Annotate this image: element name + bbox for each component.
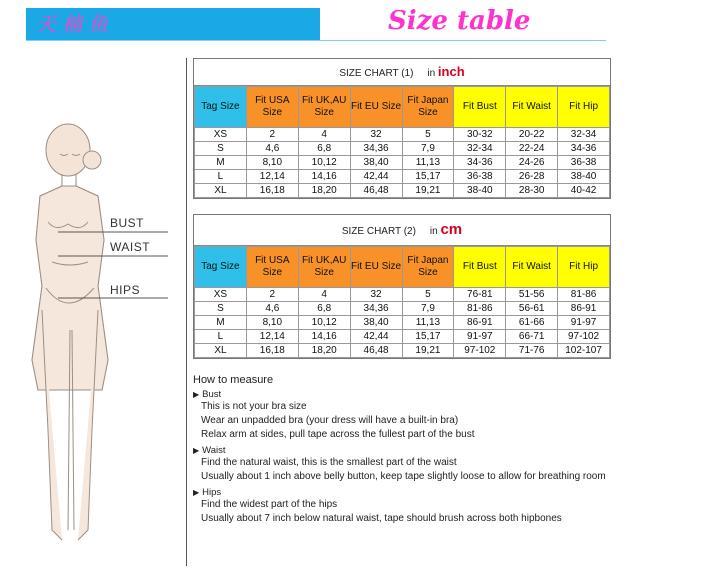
header-cell: Fit UK,AU Size — [298, 87, 350, 128]
header-cell: Tag Size — [195, 87, 247, 128]
header-cell: Fit USA Size — [246, 247, 298, 288]
table-cell: 19,21 — [402, 344, 454, 358]
table-cell: 81-86 — [558, 288, 610, 302]
triangle-bullet-icon: ▶ — [193, 488, 200, 497]
bust-title: Bust — [202, 389, 222, 400]
table-cell: 4 — [298, 288, 350, 302]
chart-unit-prefix: in — [429, 226, 438, 237]
table-cell: 15,17 — [402, 170, 454, 184]
body-figure-illustration — [18, 110, 193, 550]
table-cell: 97-102 — [454, 344, 506, 358]
table-cell: 42,44 — [350, 330, 402, 344]
chart-unit-prefix: in — [427, 68, 436, 79]
bust-line: This is not your bra size — [201, 401, 307, 412]
table-row — [195, 330, 610, 344]
header-divider — [26, 40, 606, 41]
table-row — [195, 156, 610, 170]
table-row — [195, 288, 610, 302]
table-body — [195, 288, 610, 358]
table-cell: XL — [195, 344, 247, 358]
table-cell: 18,20 — [298, 184, 350, 198]
table-cell: 14,16 — [298, 330, 350, 344]
table-cell: 66-71 — [506, 330, 558, 344]
size-table — [194, 246, 610, 358]
bust-line: Relax arm at sides, pull tape across the fullest part of the bust — [201, 429, 475, 440]
table-cell: S — [195, 142, 247, 156]
how-to-measure — [193, 374, 633, 526]
hips-title: Hips — [202, 487, 222, 498]
table-cell: L — [195, 330, 247, 344]
table-cell: 24-26 — [506, 156, 558, 170]
hips-line: Usually about 7 inch below natural waist, tape should brush across both hipbones — [201, 513, 562, 524]
table-cell: 18,20 — [298, 344, 350, 358]
table-cell: 91-97 — [454, 330, 506, 344]
table-cell: 15,17 — [402, 330, 454, 344]
column-divider — [186, 58, 187, 566]
table-cell: 32 — [350, 128, 402, 142]
table-cell: XL — [195, 184, 247, 198]
table-cell: 38,40 — [350, 316, 402, 330]
table-cell: 8,10 — [246, 156, 298, 170]
table-cell: 16,18 — [246, 184, 298, 198]
page-title: Size table — [388, 6, 531, 36]
header-cell: Fit Japan Size — [402, 247, 454, 288]
table-cell: 10,12 — [298, 156, 350, 170]
table-cell: XS — [195, 288, 247, 302]
header-cell: Fit Waist — [506, 247, 558, 288]
table-cell: S — [195, 302, 247, 316]
size-table — [194, 86, 610, 198]
table-cell: 51-56 — [506, 288, 558, 302]
table-cell: M — [195, 156, 247, 170]
body-figure — [18, 110, 193, 550]
chart-title-text: SIZE CHART (1) — [339, 68, 414, 79]
table-cell: 11,13 — [402, 156, 454, 170]
table-cell: 32 — [350, 288, 402, 302]
table-cell: 38,40 — [350, 156, 402, 170]
table-cell: 20-22 — [506, 128, 558, 142]
table-row — [195, 316, 610, 330]
table-cell: M — [195, 316, 247, 330]
table-cell: 7,9 — [402, 302, 454, 316]
table-cell: 16,18 — [246, 344, 298, 358]
size-chart-cm — [193, 214, 611, 359]
table-cell: 11,13 — [402, 316, 454, 330]
size-chart-title — [194, 59, 610, 86]
table-cell: 6,8 — [298, 302, 350, 316]
table-cell: 34-36 — [454, 156, 506, 170]
measure-heading: How to measure — [193, 374, 274, 386]
table-cell: 30-32 — [454, 128, 506, 142]
table-cell: 86-91 — [558, 302, 610, 316]
size-chart-inch — [193, 58, 611, 199]
table-cell: 34-36 — [558, 142, 610, 156]
bust-line: Wear an unpadded bra (your dress will have a built-in bra) — [201, 415, 459, 426]
table-cell: 7,9 — [402, 142, 454, 156]
bust-label: BUST — [110, 216, 145, 230]
table-cell: 2 — [246, 288, 298, 302]
size-chart-title — [194, 215, 610, 246]
waist-title: Waist — [202, 445, 226, 456]
table-cell: 36-38 — [558, 156, 610, 170]
table-cell: 81-86 — [454, 302, 506, 316]
table-cell: 4 — [298, 128, 350, 142]
header-cell: Fit Bust — [454, 87, 506, 128]
table-cell: 97-102 — [558, 330, 610, 344]
table-cell: 6,8 — [298, 142, 350, 156]
table-cell: 14,16 — [298, 170, 350, 184]
table-cell: 12,14 — [246, 330, 298, 344]
table-cell: XS — [195, 128, 247, 142]
table-cell: 71-76 — [506, 344, 558, 358]
header-cell: Fit EU Size — [350, 247, 402, 288]
table-cell: 91-97 — [558, 316, 610, 330]
table-cell: 56-61 — [506, 302, 558, 316]
header-cell: Fit Japan Size — [402, 87, 454, 128]
table-row — [195, 142, 610, 156]
table-cell: 36-38 — [454, 170, 506, 184]
waist-label: WAIST — [110, 240, 151, 254]
table-cell: 32-34 — [454, 142, 506, 156]
table-row — [195, 302, 610, 316]
header-cell: Fit Hip — [558, 247, 610, 288]
hips-label: HIPS — [110, 283, 141, 297]
header-cell: Tag Size — [195, 247, 247, 288]
table-cell: 34,36 — [350, 302, 402, 316]
table-cell: 5 — [402, 128, 454, 142]
table-cell: 8,10 — [246, 316, 298, 330]
chart-unit: inch — [437, 64, 465, 79]
table-cell: 38-40 — [558, 170, 610, 184]
table-cell: 19,21 — [402, 184, 454, 198]
table-cell: 38-40 — [454, 184, 506, 198]
table-cell: 40-42 — [558, 184, 610, 198]
waist-line: Find the natural waist, this is the smallest part of the waist — [201, 457, 457, 468]
header-cell: Fit UK,AU Size — [298, 247, 350, 288]
header-cell: Fit USA Size — [246, 87, 298, 128]
table-cell: 42,44 — [350, 170, 402, 184]
header-cell: Fit Bust — [454, 247, 506, 288]
table-row — [195, 128, 610, 142]
table-cell: 46,48 — [350, 344, 402, 358]
header-cell: Fit Waist — [506, 87, 558, 128]
table-cell: 5 — [402, 288, 454, 302]
table-cell: 12,14 — [246, 170, 298, 184]
brand-logo: 天楠鱼 — [36, 12, 114, 36]
waist-section — [193, 445, 633, 456]
table-cell: 26-28 — [506, 170, 558, 184]
waist-line: Usually about 1 inch above belly button, keep tape slightly loose to allow for breathing room — [201, 471, 606, 482]
table-body — [195, 128, 610, 198]
table-cell: 46,48 — [350, 184, 402, 198]
table-cell: 34,36 — [350, 142, 402, 156]
table-cell: 10,12 — [298, 316, 350, 330]
table-cell: 61-66 — [506, 316, 558, 330]
table-cell: 102-107 — [558, 344, 610, 358]
chart-title-text: SIZE CHART (2) — [341, 226, 416, 237]
hips-line: Find the widest part of the hips — [201, 499, 338, 510]
header-cell: Fit EU Size — [350, 87, 402, 128]
table-cell: 22-24 — [506, 142, 558, 156]
table-cell: 86-91 — [454, 316, 506, 330]
table-cell: 2 — [246, 128, 298, 142]
table-cell: 76-81 — [454, 288, 506, 302]
table-cell: 32-34 — [558, 128, 610, 142]
table-cell: 4,6 — [246, 142, 298, 156]
header-cell: Fit Hip — [558, 87, 610, 128]
table-cell: 4,6 — [246, 302, 298, 316]
table-row — [195, 344, 610, 358]
table-cell: L — [195, 170, 247, 184]
table-row — [195, 184, 610, 198]
triangle-bullet-icon: ▶ — [193, 446, 200, 455]
hips-section — [193, 487, 633, 498]
chart-unit: cm — [440, 221, 463, 238]
bust-section — [193, 389, 633, 400]
table-row — [195, 170, 610, 184]
table-cell: 28-30 — [506, 184, 558, 198]
triangle-bullet-icon: ▶ — [193, 390, 200, 399]
